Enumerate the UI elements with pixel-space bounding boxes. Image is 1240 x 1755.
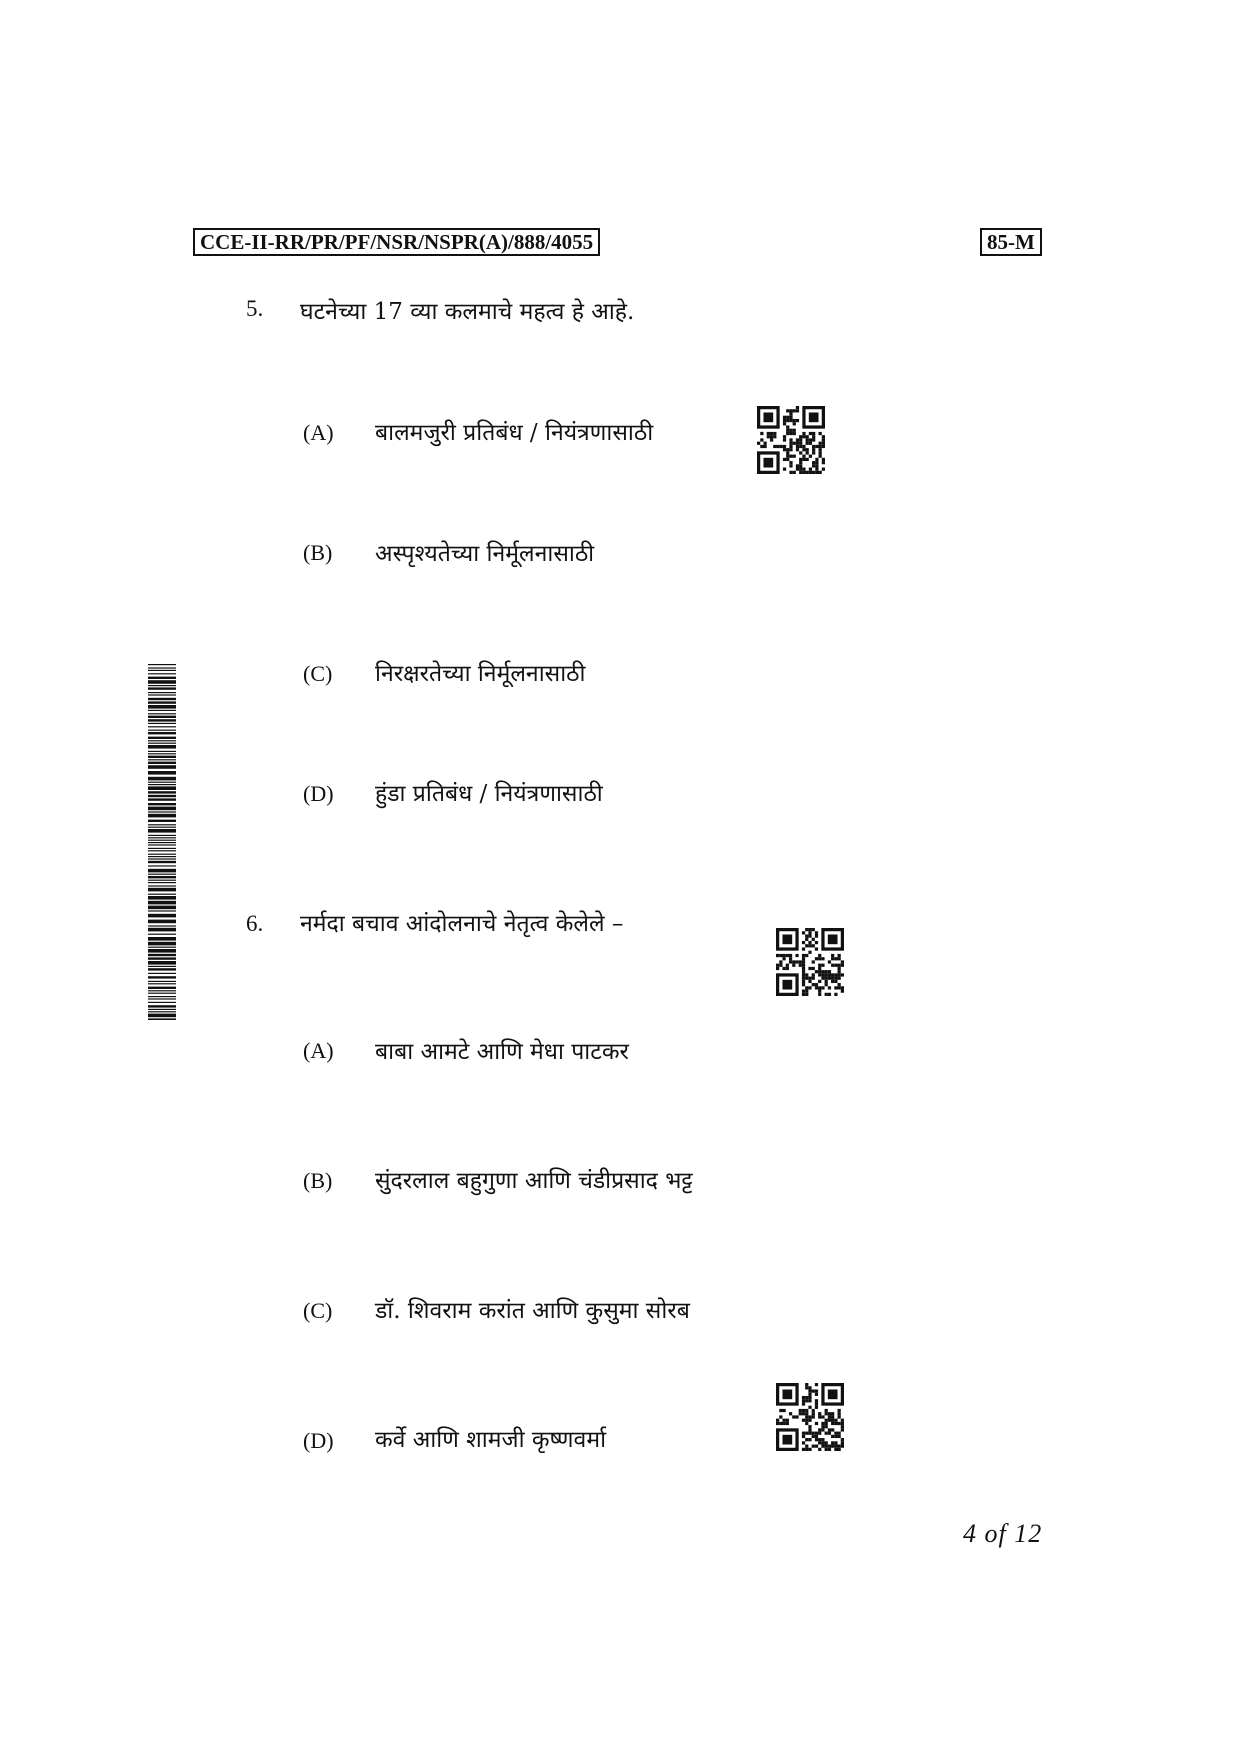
question-6-number: 6.: [246, 911, 264, 936]
page-number: 4 of 12: [963, 1519, 1043, 1548]
q6-option-c-label: (C): [303, 1298, 333, 1323]
qr-code-image: [776, 928, 844, 996]
q5-option-a-label: (A): [303, 420, 334, 445]
q6-option-a-label: (A): [303, 1038, 334, 1063]
q5-option-c-text: निरक्षरतेच्या निर्मूलनासाठी: [375, 661, 586, 687]
q6-option-d-label: (D): [303, 1428, 334, 1453]
q5-option-d-label: (D): [303, 781, 334, 806]
q5-option-b-text: अस्पृश्यतेच्या निर्मूलनासाठी: [375, 541, 595, 567]
qr-code-image: [776, 1383, 844, 1451]
exam-code: CCE-II-RR/PR/PF/NSR/NSPR(A)/888/4055: [193, 228, 600, 256]
qr-code-image: [757, 406, 825, 474]
q6-option-a-text: बाबा आमटे आणि मेधा पाटकर: [375, 1039, 629, 1065]
q5-option-b-label: (B): [303, 540, 333, 565]
barcode-image: [148, 664, 176, 1020]
question-5-number: 5.: [246, 296, 264, 321]
q5-option-a-text: बालमजुरी प्रतिबंध / नियंत्रणासाठी: [375, 420, 654, 446]
question-5-text: घटनेच्या 17 व्या कलमाचे महत्व हे आहे.: [300, 299, 635, 325]
q6-option-d-text: कर्वे आणि शामजी कृष्णवर्मा: [375, 1427, 607, 1453]
q6-option-b-text: सुंदरलाल बहुगुणा आणि चंडीप्रसाद भट्ट: [375, 1168, 693, 1194]
q6-option-b-label: (B): [303, 1168, 333, 1193]
q5-option-d-text: हुंडा प्रतिबंध / नियंत्रणासाठी: [375, 781, 603, 807]
q5-option-c-label: (C): [303, 661, 333, 686]
question-6-text: नर्मदा बचाव आंदोलनाचे नेतृत्व केलेले –: [300, 911, 624, 937]
q6-option-c-text: डॉ. शिवराम करांत आणि कुसुमा सोरब: [375, 1298, 690, 1324]
question-code: 85-M: [980, 228, 1042, 256]
